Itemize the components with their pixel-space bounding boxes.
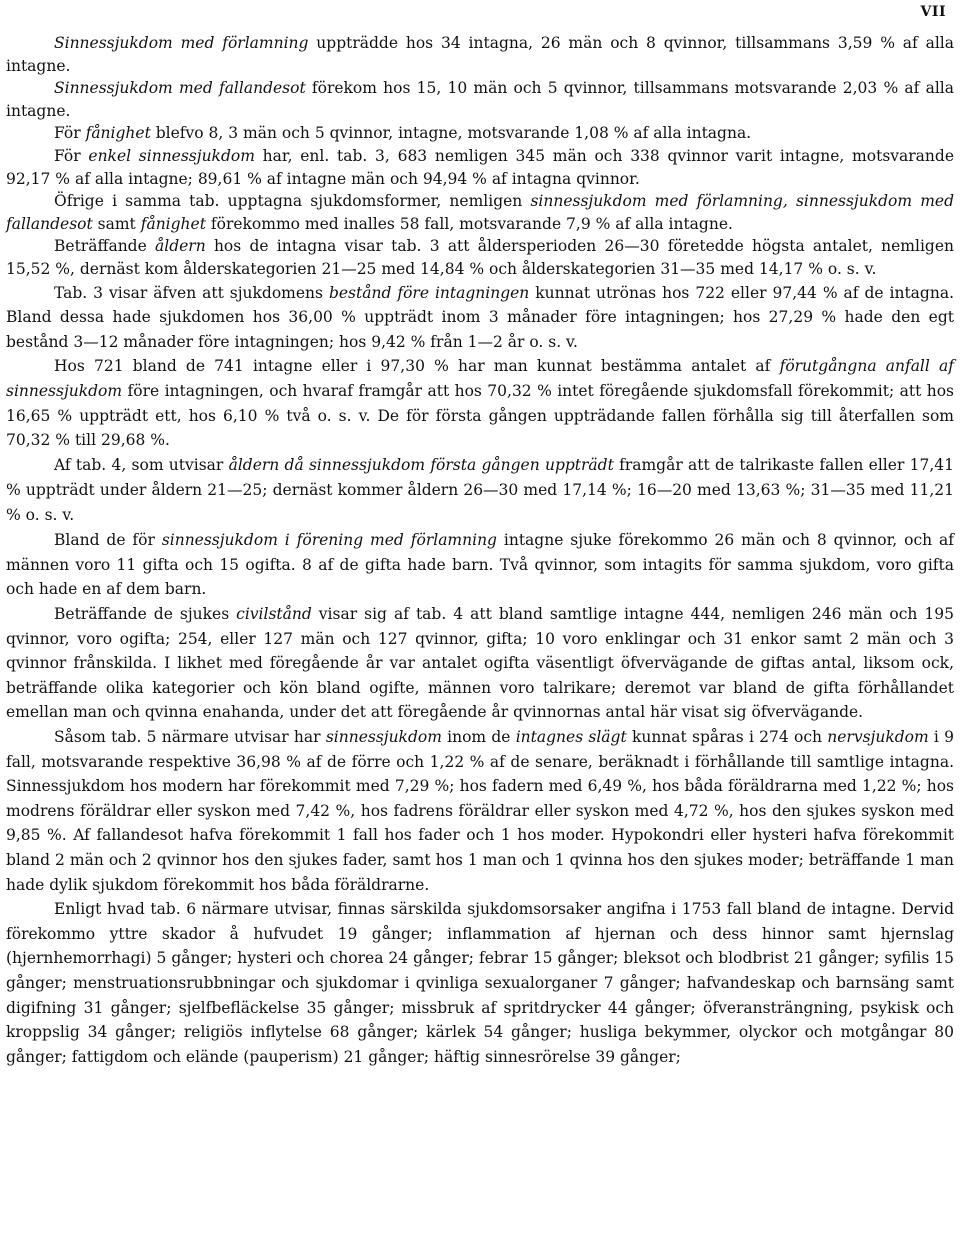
paragraph-9 (6, 453, 954, 529)
paragraph-12 (6, 725, 954, 897)
text-run: hos de intagna visar tab. 3 att åldersperioden 26—30 företedde högsta antalet, nemligen 15,52 %, dernäst kom ålderskategorien 21—25 med 14,84 % och ålderskategorien 31—35 med 14,17 % o. s. v. (6, 237, 954, 278)
text-run: förekommo med inalles 58 fall, motsvarande 7,9 % af alla intagne. (205, 214, 733, 233)
text-run: uppträdde hos 34 intagna, 26 män och 8 qvinnor, tillsammans 3,59 % af alla intagne. (6, 34, 954, 75)
text-run: kunnat utrönas hos 722 eller 97,44 % af de intagna. Bland dessa hade sjukdomen hos 36,00 % uppträdt inom 3 månader före intagningen; hos 27,29 % hade den egt bestånd 3—12 månader före intagningen; hos 9,42 % från 1—2 år o. s. v. (6, 283, 954, 351)
text-run: i 9 fall, motsvarande respektive 36,98 % af de förre och 1,22 % af de senare, beräknadt i förhållande till samtlige intagna. Sinnessjukdom hos modern har förekommit med 7,29 %; hos fadern med 6,49 %, hos båda föräldrarna med 1,22 %; hos modrens föräldrar eller syskon med 7,42 %, hos fadrens föräldrar eller syskon med 4,72 %, hos den sjukes syskon med 9,85 %. Af fallandesot hafva förekommit 1 fall hos fader och 1 hos moder. Hypokondri eller hysteri hafva förekommit bland 2 män och 2 qvinnor hos den sjukes fader, samt hos 1 man och 1 qvinna hos den sjukes moder; beträffande 1 man hade dylik sjukdom förekommit hos båda föräldrarne. (6, 728, 954, 894)
italic-term: civilstånd (236, 605, 312, 624)
paragraph-4 (6, 145, 954, 190)
text-run: samt (92, 214, 141, 233)
paragraph-5 (6, 190, 954, 235)
paragraph-10 (6, 528, 954, 602)
text-run: Af tab. 4, som utvisar (54, 455, 229, 474)
italic-term: fånighet (85, 124, 151, 143)
italic-term: Sinnessjukdom med fallandesot (54, 79, 306, 98)
text-run: blefvo 8, 3 män och 5 qvinnor, intagne, motsvarande 1,08 % af alla intagna. (150, 124, 752, 143)
italic-term: sinnessjukdom med förlamning, sinnessjukdom med fallandesot (6, 192, 954, 233)
paragraph-6 (6, 235, 954, 280)
paragraph-1 (6, 32, 954, 77)
text-run: Tab. 3 visar äfven att sjukdomens (54, 283, 329, 302)
paragraph-2 (6, 77, 954, 122)
page-number: VII (920, 4, 946, 20)
text-run: har, enl. tab. 3, 683 nemligen 345 män och 338 qvinnor varit intagne, motsvarande 92,17 % af alla intagne; 89,61 % af intagne män och 94,94 % af intagna qvinnor. (6, 146, 954, 188)
text-run: För (54, 146, 89, 165)
italic-term: sinnessjukdom (325, 728, 442, 747)
italic-term: Sinnessjukdom med förlamning (54, 34, 309, 52)
italic-term: sinnessjukdom i förening med förlamning (161, 531, 497, 550)
text-run: Beträffande de sjukes (54, 605, 237, 624)
text-run: Öfrige i samma tab. upptagna sjukdomsformer, nemligen (54, 192, 531, 211)
text-run: före intagningen, och hvaraf framgår att hos 70,32 % intet föregående sjukdomsfall förekommit; att hos 16,65 % uppträdt ett, hos 6,10 % två o. s. v. De för första gången uppträdande fallen förhålla sig till återfallen som 70,32 % till 29,68 %. (6, 381, 954, 450)
text-run: Hos 721 bland de 741 intagne eller i 97,30 % har man kunnat bestämma antalet af (54, 357, 780, 376)
text-run: Bland de för (54, 531, 162, 550)
paragraph-11 (6, 602, 954, 725)
paragraph-8 (6, 354, 954, 452)
italic-term: åldern (155, 237, 206, 256)
text-run: kunnat spåras i 274 och (626, 728, 828, 747)
italic-term: åldern då sinnessjukdom första gången uppträdt (228, 455, 614, 474)
paragraph-7 (6, 281, 954, 355)
text-run: inom de (441, 728, 516, 747)
text-run: Såsom tab. 5 närmare utvisar har (54, 728, 326, 747)
text-run: För (54, 124, 86, 143)
text-run: visar sig af tab. 4 att bland samtlige intagne 444, nemligen 246 män och 195 qvinnor, voro ogifta; 254, eller 127 män och 127 qvinnor, gifta; 10 voro enklingar och 31 enkor samt 2 män och 3 qvinnor frånskilda. I likhet med föregående år var antalet ogifta väsentligt öfvervägande de giftas antal, liksom ock, beträffande olika kategorier och kön bland ogifte, männen voro talrikare; deremot var bland de gifta förhållandet emellan man och qvinna enahanda, under det att föregående år qvinnornas antal här visat sig öfvervägande. (6, 605, 954, 722)
text-run: intagne sjuke förekommo 26 män och 8 qvinnor, och af männen voro 11 gifta och 15 ogifta. 8 af de gifta hade barn. Två qvinnor, som intagits för samma sjukdom, voro gifta och hade en af dem barn. (6, 531, 954, 599)
text-run: Beträffande (54, 237, 156, 256)
italic-term: förutgångna anfall af sinnessjukdom (6, 357, 954, 400)
italic-term: fånighet (140, 214, 206, 233)
body-text (6, 32, 954, 1069)
italic-term: nervsjukdom (827, 728, 929, 747)
paragraph-3 (6, 122, 954, 145)
italic-term: intagnes slägt (515, 728, 627, 747)
paragraph-13 (6, 897, 954, 1069)
italic-term: bestånd före intagningen (328, 283, 530, 302)
text-run: förekom hos 15, 10 män och 5 qvinnor, tillsammans motsvarande 2,03 % af alla intagne. (6, 79, 954, 120)
text-run: framgår att de talrikaste fallen eller 17,41 % uppträdt under åldern 21—25; dernäst kommer åldern 26—30 med 17,14 %; 16—20 med 13,63 %; 31—35 med 11,21 % o. s. v. (6, 455, 954, 525)
text-run: Enligt hvad tab. 6 närmare utvisar, finnas särskilda sjukdomsorsaker angifna i 1753 fall bland de intagne. Dervid förekommo yttre skador å hufvudet 19 gånger; inflammation af hjernan och dess hinnor samt hjernslag (hjernhemorrhagi) 5 gånger; hysteri och chorea 24 gånger; febrar 15 gånger; bleksot och blodbrist 21 gånger; syfilis 15 gånger; menstruationsrubbningar och sjukdomar i qvinliga sexualorganer 7 gånger; hafvandeskap och barnsäng samt digifning 31 gånger; sjelfbefläckelse 35 gånger; missbruk af spritdrycker 44 gånger; öfveransträngning, psykisk och kroppslig 34 gånger; religiös inflytelse 68 gånger; kärlek 54 gånger; husliga bekymmer, olyckor och motgångar 80 gånger; fattigdom och elände (pauperism) 21 gånger; häftig sinnesrörelse 39 gånger; (6, 900, 954, 1066)
italic-term: enkel sinnessjukdom (88, 146, 255, 165)
